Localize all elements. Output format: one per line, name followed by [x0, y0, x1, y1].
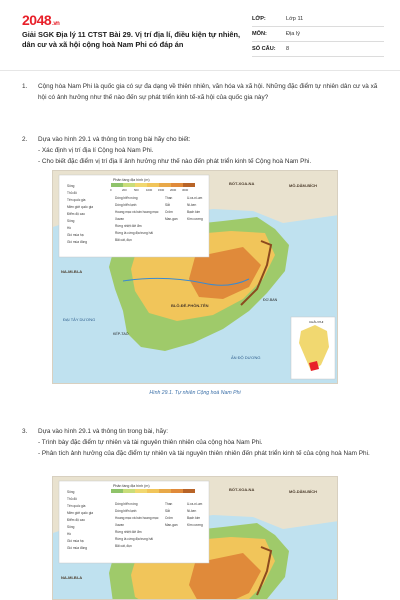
legend-item: U-ra-ni-um	[187, 502, 203, 506]
legend-item: Than	[165, 196, 173, 200]
legend-item: Miền giới quốc gia	[67, 511, 94, 515]
scale-swatch	[135, 489, 147, 493]
scale-tick: 3000	[182, 188, 189, 192]
meta-value: Địa lý	[286, 31, 300, 37]
scale-swatch	[111, 183, 123, 187]
legend-item: Crôm	[165, 516, 173, 520]
legend-item: Tên quốc gia	[67, 198, 86, 202]
scale-swatch	[183, 183, 195, 187]
legend-item: Man-gan	[165, 523, 178, 527]
legend-item: Crôm	[165, 210, 173, 214]
legend-item: Bãi cát, đụn	[115, 238, 132, 242]
legend-item: Tên quốc gia	[67, 504, 86, 508]
scale-swatch	[171, 489, 183, 493]
meta-value: 8	[286, 46, 290, 52]
legend-item: Điểm độ cao	[67, 212, 85, 216]
meta-key: SỐ CÂU:	[252, 46, 276, 52]
meta-key: MÔN:	[252, 31, 267, 37]
legend-item: Man-gan	[165, 217, 178, 221]
scale-swatch	[147, 183, 159, 187]
legend-title: Phân tầng địa hình (m)	[113, 484, 150, 488]
question-text: Dựa vào hình 29.1 và thông tin trong bài hãy cho biết:	[38, 136, 191, 143]
legend-item: Hoang mạc và bán hoang mạc	[115, 210, 159, 214]
legend-box	[59, 481, 209, 563]
legend-item: Sắt	[165, 509, 170, 513]
scale-tick: 2000	[170, 188, 177, 192]
legend-item: Rừng lá cứng địa trung hải	[115, 231, 153, 235]
legend-item: Rừng nhiệt đới ẩm	[115, 224, 142, 228]
question-sub: - Phân tích ảnh hưởng của đặc điểm tự nhiên và tài nguyên thiên nhiên đến phát triển kinh tế của cộng hoà Nam Phi.	[38, 450, 370, 457]
inset-label: CHÂU PHI	[309, 320, 324, 324]
legend-item: Miền giới quốc gia	[67, 205, 94, 209]
map-svg	[53, 171, 338, 384]
legend-item: Kim cương	[187, 523, 203, 527]
map-label-botswana: BỐT-XOA-NA	[229, 181, 255, 186]
map-label-namibia: NA-MI-BI-A	[61, 269, 83, 274]
scale-tick: 200	[122, 188, 127, 192]
scale-swatch	[123, 489, 135, 493]
legend-item: Điểm độ cao	[67, 518, 85, 522]
meta-row-count	[252, 42, 384, 57]
legend-item: Hồ	[67, 226, 72, 230]
figure-caption: Hình 29.1. Tự nhiên Cộng hoà Nam Phi	[149, 390, 241, 396]
legend-item: Gió mùa hạ	[67, 539, 84, 543]
legend-item: Dòng biển nóng	[115, 502, 138, 506]
map-label-cape-town: KẾP-TAO	[113, 332, 129, 336]
header-divider	[0, 70, 400, 71]
scale-tick: 500	[134, 188, 139, 192]
question-number: 3.	[22, 428, 28, 435]
logo-suffix: .vn	[52, 21, 60, 27]
legend-item: Hoang mạc và bán hoang mạc	[115, 516, 159, 520]
legend-item: Sông	[67, 219, 75, 223]
meta-value: Lớp 11	[286, 16, 304, 22]
legend-item: Gió mùa đông	[67, 240, 88, 244]
meta-row-subject	[252, 27, 384, 42]
map-figure-1	[52, 170, 338, 384]
scale-swatch	[159, 183, 171, 187]
legend-item: Ni-ken	[187, 509, 197, 513]
scale-swatch	[147, 489, 159, 493]
map-label-atlantic: ĐẠI TÂY DƯƠNG	[63, 317, 96, 322]
scale-swatch	[159, 489, 171, 493]
map-label-mozambique: MÔ-DĂM-BÍCH	[289, 183, 317, 188]
legend-item: Sông	[67, 184, 75, 188]
logo-text: 2048	[22, 12, 52, 28]
scale-swatch	[135, 183, 147, 187]
site-logo[interactable]	[22, 12, 59, 28]
legend-item: Kim cương	[187, 217, 203, 221]
legend-item: Gió mùa hạ	[67, 233, 84, 237]
meta-table	[252, 12, 384, 57]
scale-swatch	[111, 489, 123, 493]
legend-item: Rừng nhiệt đới ẩm	[115, 530, 142, 534]
legend-title: Phân tầng địa hình (m)	[113, 178, 150, 182]
legend-item: Dòng biển lạnh	[115, 203, 137, 207]
question-number: 2.	[22, 136, 28, 143]
legend-item: Rừng lá cứng địa trung hải	[115, 537, 153, 541]
meta-row-grade	[252, 12, 384, 27]
legend-item: Hồ	[67, 532, 72, 536]
legend-item: Dòng biển lạnh	[115, 509, 137, 513]
legend-item: Bạch kim	[187, 516, 201, 520]
page-title: Giải SGK Địa lý 11 CTST Bài 29. Vị trí địa lí, điều kiện tự nhiên, dân cư và xã hội cộng hoà Nam Phi có đáp án	[22, 30, 241, 49]
scale-swatch	[183, 489, 195, 493]
legend-item: U-ra-ni-um	[187, 196, 203, 200]
scale-tick: 1500	[158, 188, 165, 192]
map-label-durban: ĐƠ-BAN	[263, 298, 278, 302]
legend-item: Thủ đô	[67, 191, 77, 195]
page-header	[0, 0, 400, 68]
legend-item: Sông	[67, 490, 75, 494]
map-label-drakensberg: BLÔ-ĐÊ-PHÔN-TÊN	[171, 303, 209, 308]
legend-item: Sông	[67, 525, 75, 529]
scale-swatch	[123, 183, 135, 187]
question-number: 1.	[22, 83, 28, 90]
map-label-botswana: BỐT-XOA-NA	[229, 487, 255, 492]
legend-item: Xavan	[115, 217, 125, 221]
question-sub: - Cho biết đặc điểm vị trí địa lí ảnh hưởng như thế nào đến phát triển kinh tế Cộng hoà Nam Phi.	[38, 158, 312, 165]
question-text: Dựa vào hình 29.1 và thông tin trong bài, hãy:	[38, 428, 169, 435]
legend-item: Gió mùa đông	[67, 546, 88, 550]
map-label-namibia: NA-MI-BI-A	[61, 575, 83, 580]
legend-item: Ni-ken	[187, 203, 197, 207]
map-label-mozambique: MÔ-DĂM-BÍCH	[289, 489, 317, 494]
scale-tick: 1000	[146, 188, 153, 192]
legend-item: Xavan	[115, 523, 125, 527]
map-label-indian-ocean: ẤN ĐỘ DƯƠNG	[231, 355, 261, 360]
question-sub: - Xác định vị trí địa lí Cộng hoà Nam Phi.	[38, 147, 154, 154]
legend-item: Bạch kim	[187, 210, 201, 214]
question-sub: - Trình bày đặc điểm tự nhiên và tài nguyên thiên nhiên của cộng hòa Nam Phi.	[38, 439, 263, 446]
scale-swatch	[171, 183, 183, 187]
legend-item: Sắt	[165, 203, 170, 207]
map-svg	[53, 477, 338, 600]
legend-item: Thủ đô	[67, 497, 77, 501]
legend-item: Bãi cát, đụn	[115, 544, 132, 548]
map-figure-2	[52, 476, 338, 600]
legend-item: Dòng biển nóng	[115, 196, 138, 200]
question-text: Cộng hòa Nam Phi là quốc gia có sự đa dạng về thiên nhiên, văn hóa và xã hội. Những đặc điểm tự nhiên dân cư và xã hội có ảnh hưởng như thế nào đến sự phát triển kinh tế-xã hội của quốc gia này?	[38, 83, 378, 101]
legend-item: Than	[165, 502, 173, 506]
meta-key: LỚP:	[252, 16, 266, 22]
scale-tick: 0	[110, 188, 112, 192]
